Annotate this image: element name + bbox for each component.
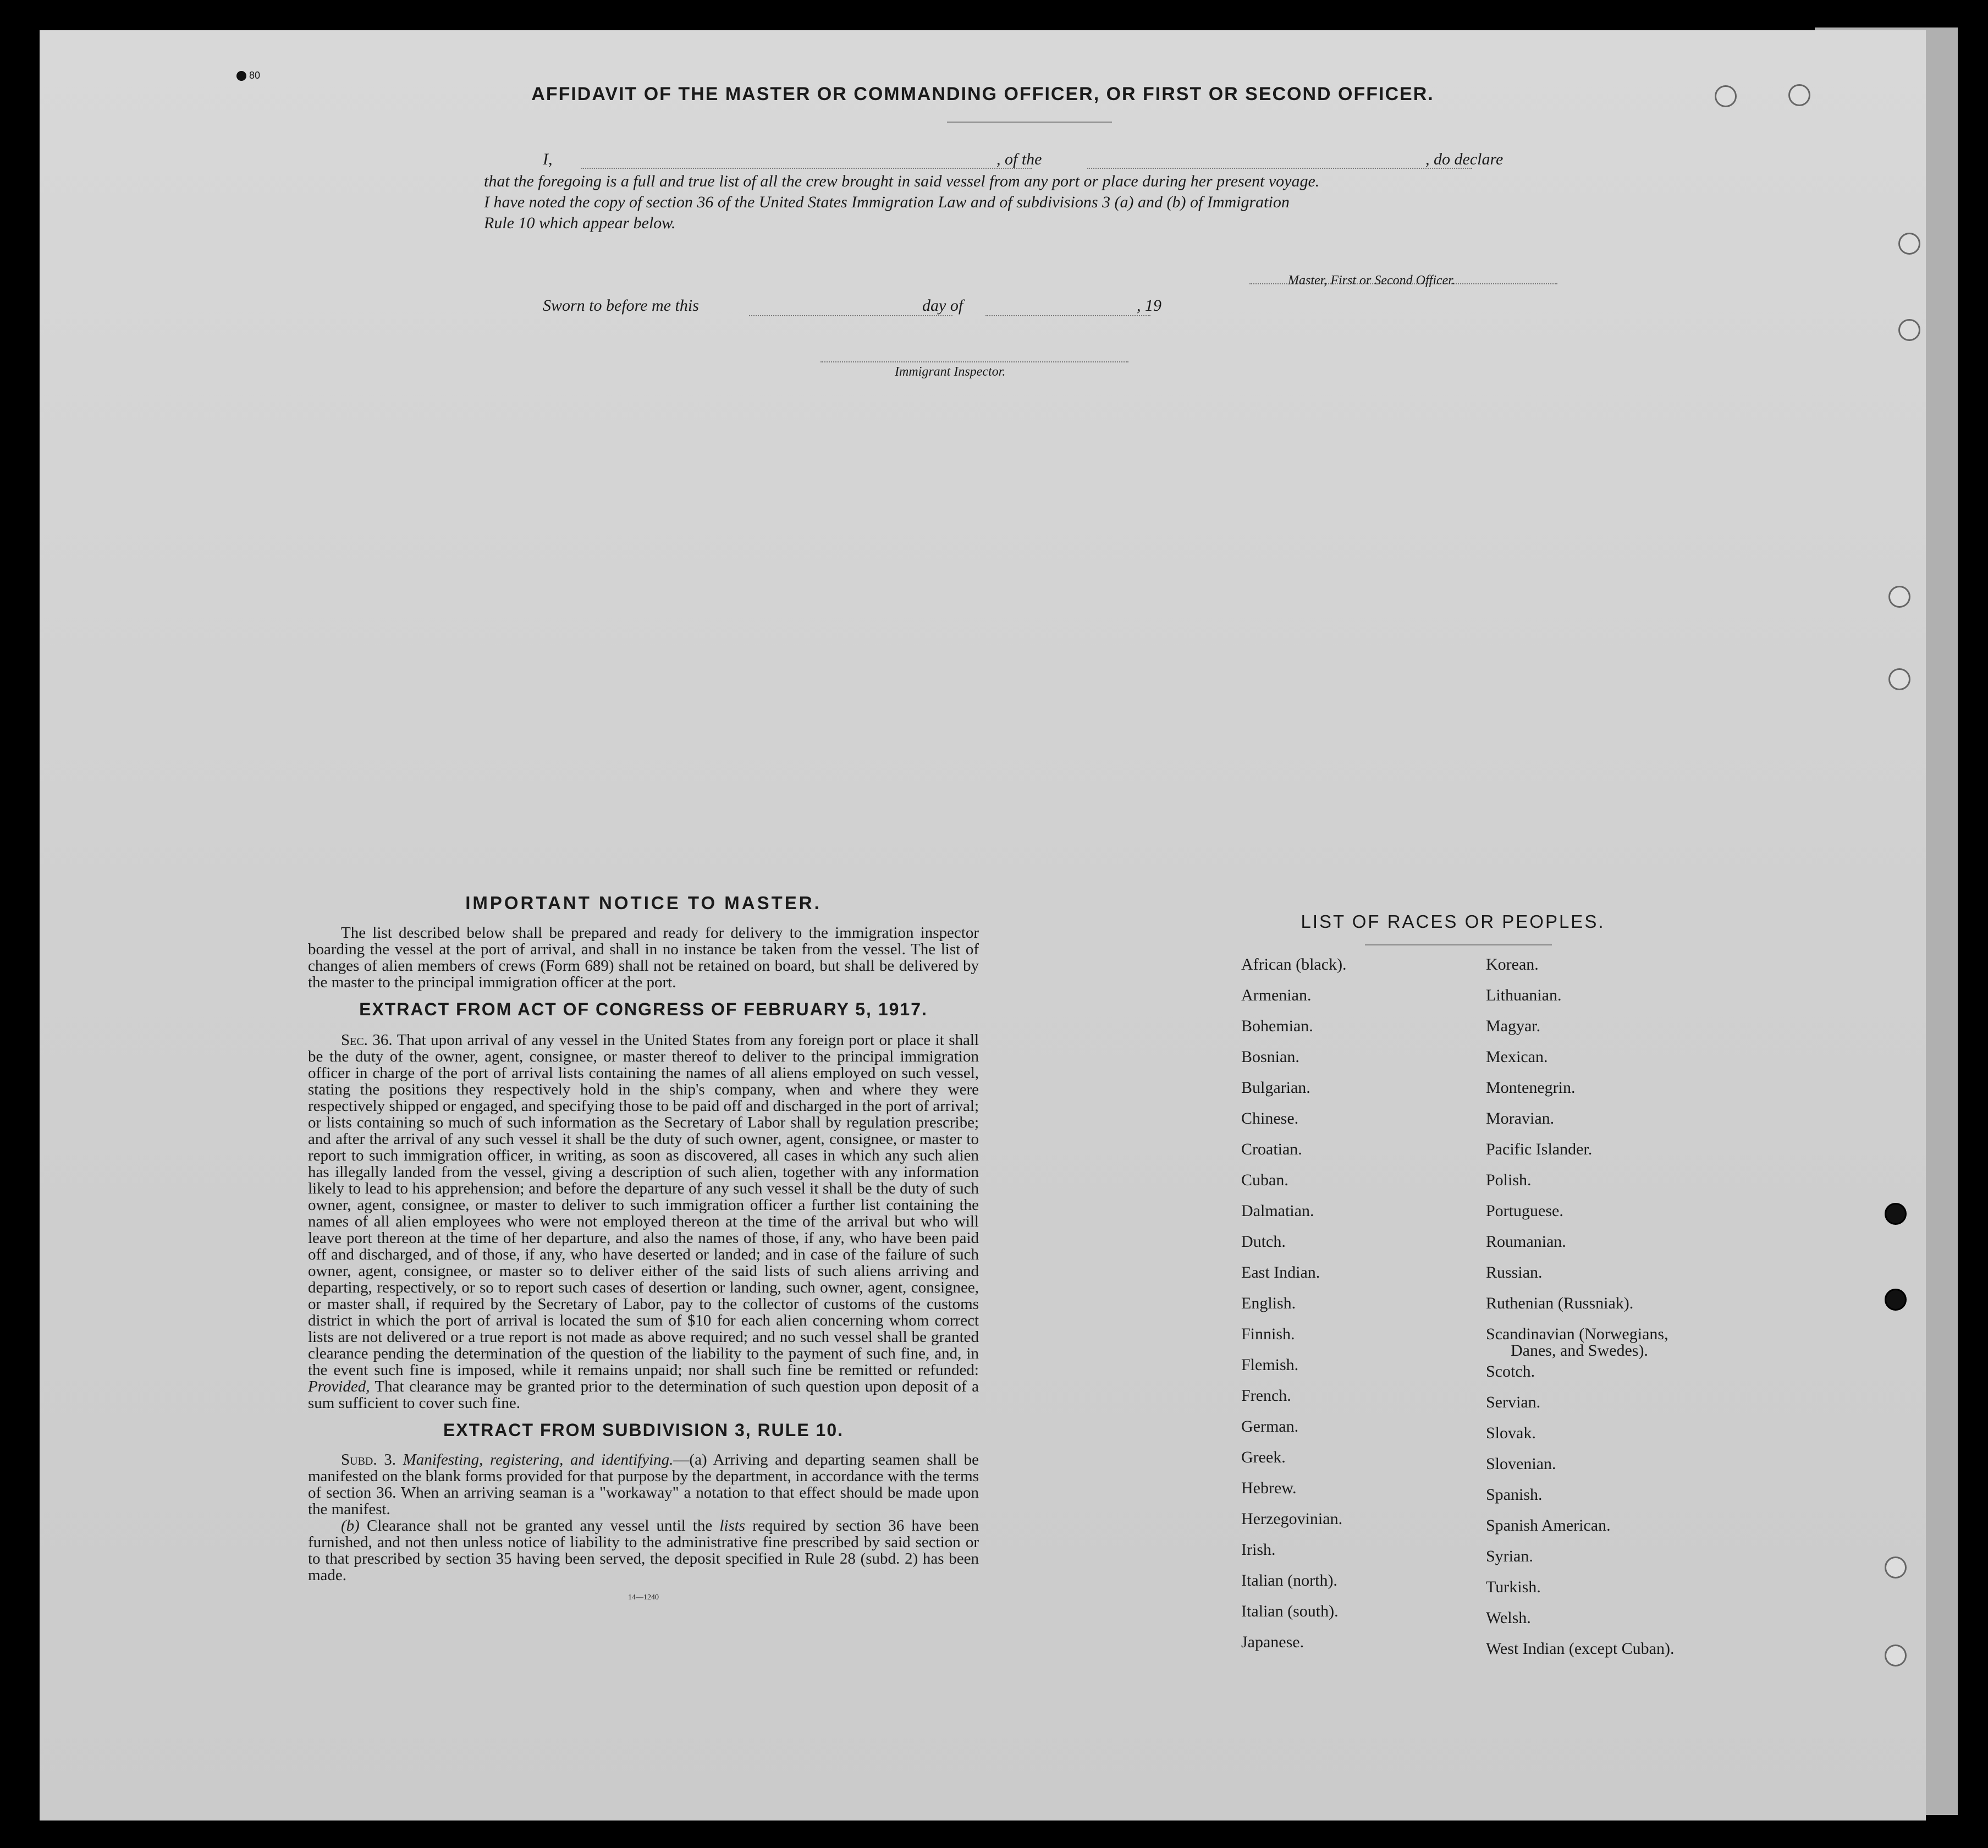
race-item: Russian. [1486, 1263, 1543, 1282]
race-item: Montenegrin. [1486, 1079, 1576, 1097]
race-item: Magyar. [1486, 1017, 1541, 1035]
notice-title: IMPORTANT NOTICE TO MASTER. [465, 893, 822, 913]
race-item: Turkish. [1486, 1578, 1541, 1596]
race-item: Croatian. [1241, 1140, 1302, 1158]
rule-subd-a: Subd. 3. Manifesting, registering, and identifying.—(a) Arriving and departing seamen shall be manifested on the blank forms provided for that purpose by the department, in accordance with the terms of section 36. When an arriving seaman is a "workaway" a notation to that effect should be made upon the manifest. [308, 1451, 979, 1518]
race-item: Greek. [1241, 1448, 1286, 1466]
year-label: , 19 [1137, 296, 1161, 315]
notice-text: The list described below shall be prepared and ready for delivery to the immigration inspector boarding the vessel at the port of arrival, and shall in no instance be taken from the vessel. The list of changes of alien members of crews (Form 689) shall not be retained on board, but shall be delivered by the master to the principal immigration officer at the port. [308, 924, 979, 991]
race-item: Mexican. [1486, 1048, 1548, 1066]
race-item: Italian (south). [1241, 1602, 1339, 1620]
affidavit-body: that the foregoing is a full and true list of all the crew brought in said vessel from any port or place during her present voyage. I have noted the copy of section 36 of the United States Immigration Law and of subdivisions 3 (a) and (b) of Immigration Rule 10 which appear below. [484, 172, 1320, 232]
punch-hole [1888, 586, 1910, 608]
race-item: Chinese. [1241, 1109, 1299, 1128]
race-item: Dalmatian. [1241, 1202, 1314, 1220]
punch-hole [1885, 1203, 1907, 1225]
races-list-right [1486, 955, 1728, 1670]
punch-hole [1888, 668, 1910, 690]
races-list-left [1241, 955, 1472, 1664]
corner-mark: 80 [236, 70, 260, 81]
race-item: Finnish. [1241, 1325, 1295, 1343]
punch-hole [1885, 1645, 1907, 1667]
day-blank[interactable] [749, 315, 952, 316]
affidavit-title: AFFIDAVIT OF THE MASTER OR COMMANDING OFFICER, OR FIRST OR SECOND OFFICER. [531, 84, 1434, 105]
document-page [40, 30, 1926, 1821]
race-item: Syrian. [1486, 1547, 1533, 1565]
race-item: Bohemian. [1241, 1017, 1313, 1035]
race-item: Slovak. [1486, 1424, 1536, 1442]
race-item: Spanish American. [1486, 1516, 1611, 1535]
sworn-label: Sworn to before me this [543, 296, 699, 315]
race-item: Pacific Islander. [1486, 1140, 1593, 1158]
race-item: African (black). [1241, 955, 1347, 974]
race-item: West Indian (except Cuban). [1486, 1640, 1675, 1658]
race-item: Scotch. [1486, 1362, 1535, 1380]
race-item: Portuguese. [1486, 1202, 1563, 1220]
race-item: Cuban. [1241, 1171, 1288, 1189]
race-item: Dutch. [1241, 1233, 1286, 1251]
race-item: Irish. [1241, 1541, 1276, 1559]
race-item-continued: Danes, and Swedes). [1511, 1341, 1648, 1360]
divider [1365, 944, 1552, 945]
month-blank[interactable] [985, 315, 1150, 316]
rule-title: EXTRACT FROM SUBDIVISION 3, RULE 10. [443, 1420, 844, 1440]
race-item: Servian. [1486, 1393, 1541, 1411]
divider [947, 122, 1112, 123]
rule-subd-b: (b) Clearance shall not be granted any vessel until the lists required by section 36 have been furnished, and not then unless notice of liability to the administrative fine prescribed by said section or to that prescribed by section 35 having been served, the deposit specified in Rule 28 (subd. 2) has been made. [308, 1517, 979, 1584]
act-title: EXTRACT FROM ACT OF CONGRESS OF FEBRUARY 5, 1917. [359, 999, 928, 1019]
race-item: Polish. [1486, 1171, 1532, 1189]
affidavit-i: I, [543, 150, 553, 168]
race-item: Roumanian. [1486, 1233, 1566, 1251]
race-item: Armenian. [1241, 986, 1312, 1004]
race-item: Japanese. [1241, 1633, 1304, 1651]
affidavit-do-declare: , do declare [1425, 150, 1504, 168]
race-item: Herzegovinian. [1241, 1510, 1343, 1528]
race-item: Italian (north). [1241, 1571, 1337, 1590]
race-item: Moravian. [1486, 1109, 1555, 1128]
race-item: Flemish. [1241, 1356, 1299, 1374]
race-item: Bulgarian. [1241, 1079, 1310, 1097]
act-text: Sec. 36. That upon arrival of any vessel in the United States from any foreign port or place it shall be the duty of the owner, agent, consignee, or master thereof to deliver to the principal immigration officer in charge of the port of arrival lists containing the names of all aliens employed on such vessel, stating the positions they respectively hold in the ship's company, when and where they were respectively shipped or engaged, and specifying those to be paid off and discharged in the port of arrival; or lists containing so much of such information as the Secretary of Labor shall by regulation prescribe; and after the arrival of any such vessel it shall be the duty of such owner, agent, consignee, or master to report to such immigration officer, in writing, as soon as discovered, all cases in which any such alien has illegally landed from the vessel, giving a description of such alien, together with any information likely to lead to his apprehension; and before the departure of any such vessel it shall be the duty of such owner, agent, consignee, or master to deliver to such immigration officer a further list containing the names of all alien employees who were not employed thereon at the time of the arrival but who will leave port thereon at the time of her departure, and also the names of those, if any, who have been paid off and discharged, and of those, if any, who have deserted or landed; and in case of the failure of such owner, agent, consignee, or master so to deliver either of the said lists of such aliens arriving and departing, respectively, or so to report such cases of desertion or landing, such owner, agent, consignee, or master shall, if required by the Secretary of Labor, pay to the collector of customs of the customs district in which the port of arrival is located the sum of $10 for each alien concerning whom correct lists are not delivered or a true report is not made as above required; and no such vessel shall be granted clearance pending the determination of the question of the liability to the payment of such fine, and, in the event such fine is imposed, while it remains unpaid; nor shall such fine be remitted or refunded: Provided, That clearance may be granted prior to the determination of such question upon deposit of a sum sufficient to cover such fine. [308, 1031, 979, 1412]
affidavit-of-the: , of the [996, 150, 1042, 168]
race-item: Korean. [1486, 955, 1539, 974]
race-item: Ruthenian (Russniak). [1486, 1294, 1634, 1312]
race-item: Spanish. [1486, 1486, 1543, 1504]
vessel-blank[interactable] [1087, 168, 1472, 169]
race-item: French. [1241, 1387, 1291, 1405]
inspector-caption: Immigrant Inspector. [895, 365, 1006, 379]
notice-column [308, 893, 979, 1602]
day-of-label: day of [922, 296, 963, 315]
race-item: Lithuanian. [1486, 986, 1562, 1004]
signature-caption: Master, First or Second Officer. [1288, 273, 1455, 288]
punch-hole [1898, 233, 1920, 255]
race-item: East Indian. [1241, 1263, 1320, 1282]
punch-hole [1885, 1557, 1907, 1579]
form-number: 14—1240 [628, 1593, 659, 1602]
race-item: Welsh. [1486, 1609, 1531, 1627]
name-blank[interactable] [581, 168, 1032, 169]
races-title: LIST OF RACES OR PEOPLES. [1301, 911, 1605, 932]
punch-hole [1885, 1289, 1907, 1311]
race-item: Hebrew. [1241, 1479, 1297, 1497]
punch-hole [1898, 319, 1920, 341]
race-item: Scandinavian (Norwegians, [1486, 1325, 1668, 1343]
race-item: English. [1241, 1294, 1296, 1312]
race-item: Bosnian. [1241, 1048, 1299, 1066]
inspector-line[interactable] [820, 361, 1128, 362]
race-item: German. [1241, 1417, 1299, 1436]
race-item: Slovenian. [1486, 1455, 1556, 1473]
